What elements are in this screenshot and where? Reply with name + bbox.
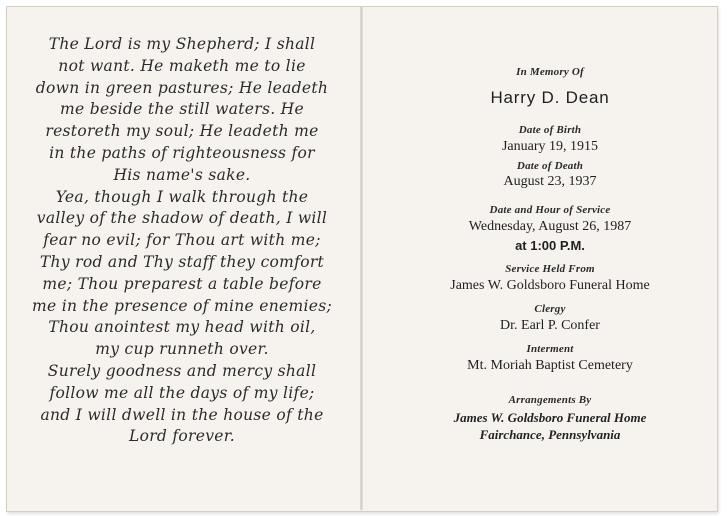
psalm-line: restoreth my soul; He leadeth me: [45, 122, 319, 141]
cemetery-name: Mt. Moriah Baptist Cemetery: [467, 358, 633, 373]
arrangements-location: Fairchance, Pennsylvania: [479, 427, 621, 442]
held-from-label: Service Held From: [505, 263, 595, 275]
card-fold: [360, 6, 363, 510]
psalm-panel: [22, 34, 342, 448]
deceased-name: Harry D. Dean: [490, 88, 610, 107]
psalm-line: His name's sake.: [113, 165, 251, 184]
psalm-line: Surely goodness and mercy shall: [47, 361, 317, 380]
arrangements-label: Arrangements By: [508, 394, 592, 406]
service-date: Wednesday, August 26, 1987: [468, 219, 632, 234]
psalm-line: fear no evil; for Thou art with me;: [43, 231, 321, 250]
psalm-line: me in the presence of mine enemies;: [32, 296, 332, 315]
psalm-line: down in green pastures; He leadeth: [35, 78, 329, 97]
psalm-line: not want. He maketh me to lie: [58, 56, 306, 75]
arrangements-home: James W. Goldsboro Funeral Home: [453, 410, 647, 425]
memorial-panel: [380, 66, 720, 443]
psalm-line: my cup runneth over.: [95, 340, 269, 359]
psalm-line: valley of the shadow of death, I will: [36, 209, 328, 228]
birth-label: Date of Birth: [518, 124, 582, 136]
clergy-label: Clergy: [534, 303, 566, 315]
in-memory-heading: In Memory Of: [516, 66, 584, 78]
psalm-line: me beside the still waters. He: [60, 100, 304, 119]
psalm-line: Yea, though I walk through the: [55, 187, 309, 206]
death-label: Date of Death: [516, 160, 584, 172]
psalm-line: Lord forever.: [129, 427, 235, 446]
psalm-line: The Lord is my Shepherd; I shall: [48, 35, 316, 53]
funeral-home: James W. Goldsboro Funeral Home: [450, 278, 650, 293]
psalm-line: me; Thou preparest a table before: [42, 274, 322, 293]
death-date: August 23, 1937: [503, 174, 597, 189]
psalm-line: Thou anointest my head with oil,: [48, 318, 316, 337]
clergy-name: Dr. Earl P. Confer: [500, 318, 600, 333]
psalm-line: follow me all the days of my life;: [49, 383, 315, 402]
psalm-line: Thy rod and Thy staff they comfort: [39, 252, 325, 271]
birth-date: January 19, 1915: [501, 139, 599, 154]
psalm-line: and I will dwell in the house of the: [40, 405, 324, 424]
service-label: Date and Hour of Service: [489, 204, 611, 216]
interment-label: Interment: [526, 343, 574, 355]
psalm-line: in the paths of righteousness for: [49, 143, 315, 162]
service-time: at 1:00 P.M.: [515, 238, 585, 253]
